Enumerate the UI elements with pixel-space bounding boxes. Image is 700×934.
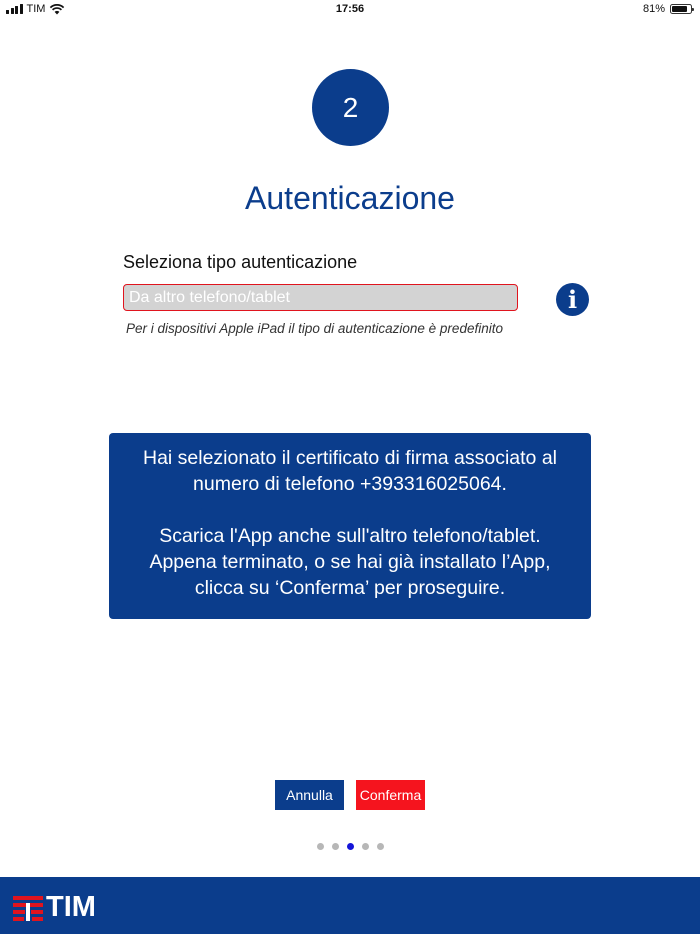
message-spacer [109, 497, 591, 523]
step-number: 2 [342, 91, 359, 123]
page-title: Autenticazione [245, 180, 455, 216]
battery-percent: 81% [642, 3, 665, 15]
page-dot[interactable] [347, 843, 354, 850]
message-line-2: numero di telefono +393316025064. [193, 473, 507, 495]
auth-type-select[interactable] [123, 284, 518, 311]
tim-logo [13, 891, 96, 924]
tim-logo-mark-icon [13, 894, 43, 922]
info-icon[interactable] [556, 283, 589, 316]
battery-fill [672, 6, 687, 12]
page-dot[interactable] [362, 843, 369, 850]
status-time: 17:56 [335, 3, 365, 15]
auth-type-selected-value: Da altro telefono/tablet [129, 289, 290, 306]
auth-type-label: Seleziona tipo autenticazione [123, 252, 358, 272]
status-right [643, 3, 692, 15]
info-glyph: i [567, 285, 578, 314]
cancel-button[interactable]: Annulla [275, 780, 344, 810]
step-indicator [312, 69, 389, 146]
info-message-box [109, 433, 591, 619]
tim-logo-text: TIM [46, 891, 96, 923]
page-dot[interactable] [332, 843, 339, 850]
message-line-3: Scarica l'App anche sull'altro telefono/tablet. [159, 525, 541, 547]
message-line-1: Hai selezionato il certificato di firma associato al [142, 447, 557, 469]
page-dot[interactable] [317, 843, 324, 850]
footer-bar [0, 877, 700, 934]
auth-type-note: Per i dispositivi Apple iPad il tipo di autenticazione è predefinito [126, 321, 503, 336]
page-dot[interactable] [377, 843, 384, 850]
page-indicator [0, 843, 700, 850]
status-bar [0, 0, 700, 20]
battery-icon [670, 4, 692, 14]
message-line-5: clicca su ‘Conferma’ per proseguire. [194, 577, 506, 599]
message-line-4: Appena terminato, o se hai già installato l’App, [149, 551, 551, 573]
confirm-button[interactable]: Conferma [356, 780, 425, 810]
carrier-name: TIM [26, 3, 46, 15]
